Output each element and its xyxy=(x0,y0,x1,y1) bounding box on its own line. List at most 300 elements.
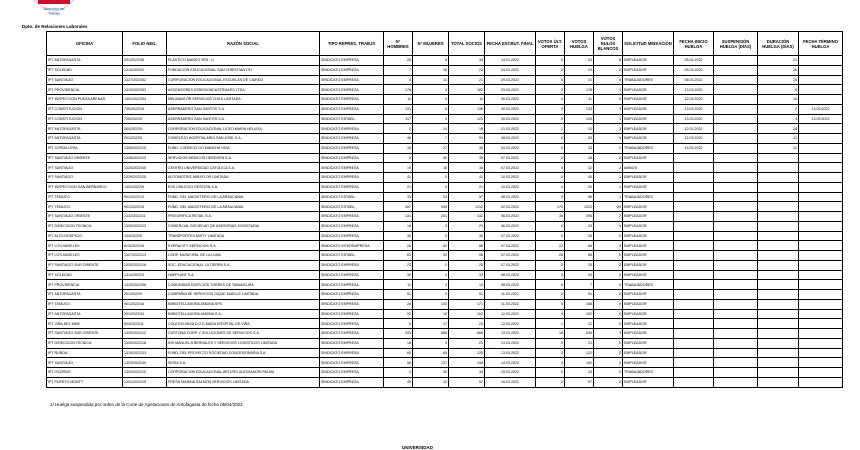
table-cell: IPT ALTO HOSPICIO xyxy=(47,231,123,241)
table-cell: 901/2022/16 xyxy=(123,299,167,309)
table-cell xyxy=(758,348,799,358)
table-cell: IPT SOLEDAD xyxy=(47,65,123,75)
table-cell: 08.03.2022 xyxy=(485,270,536,280)
table-cell: 14 xyxy=(758,95,799,105)
table-row xyxy=(47,153,843,163)
table-cell xyxy=(758,212,799,222)
table-cell: 201/2022/5 xyxy=(123,134,167,144)
table-row xyxy=(47,75,843,85)
table-cell: CORP. MUNICIPAL DE LA LUNA xyxy=(167,251,320,261)
table-cell: EMPLEADOR xyxy=(623,231,674,241)
column-header: FOLIO NEG. xyxy=(123,32,167,56)
table-cell xyxy=(674,270,714,280)
table-cell xyxy=(758,260,799,270)
table-cell: 0 xyxy=(594,75,623,85)
logo-graphic xyxy=(30,0,78,18)
table-cell: 34 xyxy=(449,56,485,66)
table-cell xyxy=(758,299,799,309)
table-cell: 30 xyxy=(384,270,413,280)
table-cell: 33 xyxy=(565,143,594,153)
table-cell: HAPPLANT S.A. xyxy=(167,270,320,280)
table-cell: 0 xyxy=(536,104,565,114)
table-cell: IPT CONSTITUCION xyxy=(47,114,123,124)
table-cell xyxy=(674,290,714,300)
table-cell xyxy=(799,348,843,358)
table-cell: 40 xyxy=(565,173,594,183)
table-cell: 0 xyxy=(594,231,623,241)
table-cell: 7 xyxy=(565,280,594,290)
table-cell xyxy=(758,231,799,241)
table-cell: 0 xyxy=(594,270,623,280)
table-cell xyxy=(758,280,799,290)
table-cell: 1327/2022/13 xyxy=(123,251,167,261)
table-cell: SINDICATO ESTABL. xyxy=(320,114,384,124)
table-cell: 3 xyxy=(594,104,623,114)
table-row xyxy=(47,143,843,153)
table-cell xyxy=(799,192,843,202)
table-cell: 30 xyxy=(413,368,449,378)
table-cell: SINDICATO EMPRESA xyxy=(320,104,384,114)
table-cell: 15.03.2022 xyxy=(485,377,536,387)
table-cell: 13.03.2022 xyxy=(799,114,843,124)
table-cell: 3 xyxy=(594,124,623,134)
table-cell: 267 xyxy=(384,202,413,212)
table-cell xyxy=(799,182,843,192)
table-cell: 1305/2022/15 xyxy=(123,143,167,153)
table-cell xyxy=(714,241,758,251)
column-header: VOTOS NULOS BLANCOS xyxy=(594,32,623,56)
table-cell: 26 xyxy=(384,241,413,251)
table-cell: SINDICATO EMPRESA xyxy=(320,290,384,300)
table-cell: 41 xyxy=(449,173,485,183)
table-row xyxy=(47,134,843,144)
table-row xyxy=(47,270,843,280)
table-cell: 0 xyxy=(413,182,449,192)
table-cell: COMUNIDAD EDIFICIOS TORRES DE TABANCURA xyxy=(167,280,320,290)
table-cell xyxy=(674,329,714,339)
table-cell: ASERRADERO SAN SANTOS S.A. xyxy=(167,104,320,114)
table-cell: 21 xyxy=(565,338,594,348)
table-cell: 24.03.2022 xyxy=(485,65,536,75)
table-cell: 0 xyxy=(594,280,623,290)
table-cell xyxy=(758,338,799,348)
table-cell xyxy=(799,163,843,173)
table-cell: SINDICATO EMPRESA xyxy=(320,95,384,105)
table-cell: 29.03.2022 xyxy=(485,75,536,85)
table-cell: 11 xyxy=(565,95,594,105)
column-header: N° HOMBRES xyxy=(384,32,413,56)
table-cell xyxy=(674,260,714,270)
table-cell: 0 xyxy=(594,377,623,387)
table-cell xyxy=(674,241,714,251)
table-cell: EMPLEADOR xyxy=(623,251,674,261)
table-cell: 10 xyxy=(413,309,449,319)
table-cell: IPT SANTIAGO SUR ORIENTE xyxy=(47,260,123,270)
table-cell: EMPLEADOR xyxy=(623,153,674,163)
table-cell: 104/2022/5 xyxy=(123,231,167,241)
table-cell: 1323/2022/45 xyxy=(123,163,167,173)
table-cell: 21 xyxy=(565,75,594,85)
table-cell: IPT PROVIDENCIA xyxy=(47,85,123,95)
table-cell xyxy=(714,143,758,153)
table-cell: 57 xyxy=(565,377,594,387)
table-cell xyxy=(714,260,758,270)
table-cell: EMPLEADOR xyxy=(623,358,674,368)
table-cell xyxy=(758,173,799,183)
table-cell: 0 xyxy=(536,153,565,163)
table-cell: 1 xyxy=(594,182,623,192)
table-cell: 18 xyxy=(384,338,413,348)
table-cell xyxy=(799,299,843,309)
table-cell: 24 xyxy=(565,56,594,66)
table-cell: COMERCIAL SOCIEDAD DE ASESORIAS SOCIETARIA xyxy=(167,221,320,231)
table-cell: CUSTOMA CORP. Y SOLUCIONES DE SERVICIOS S.A. xyxy=(167,329,320,339)
table-cell: 0 xyxy=(536,290,565,300)
table-cell: IPT SANTIAGO SUR ORIENTE xyxy=(47,329,123,339)
column-header: RAZÓN SOCIAL xyxy=(167,32,320,56)
table-row xyxy=(47,104,843,114)
table-cell: SINDICATO EMPRESA xyxy=(320,299,384,309)
table-row xyxy=(47,163,843,173)
table-cell: EMPLEADOR xyxy=(623,182,674,192)
table-cell xyxy=(674,280,714,290)
table-cell: 30 xyxy=(413,153,449,163)
table-cell xyxy=(799,329,843,339)
table-cell xyxy=(758,377,799,387)
table-cell: SINDICATO EMPRESA xyxy=(320,309,384,319)
table-row xyxy=(47,338,843,348)
table-cell: 53 xyxy=(565,134,594,144)
column-header: VOTOS ÚLT. OFERTA xyxy=(536,32,565,56)
table-cell: 33 xyxy=(449,270,485,280)
table-cell: 1333/2022/16 xyxy=(123,260,167,270)
table-cell: 0 xyxy=(536,231,565,241)
table-cell xyxy=(714,124,758,134)
table-row xyxy=(47,65,843,75)
table-cell: 21 xyxy=(384,182,413,192)
table-cell xyxy=(674,163,714,173)
table-cell: ESS CHILECIO GESTION S.A. xyxy=(167,182,320,192)
table-row xyxy=(47,299,843,309)
table-cell: 0 xyxy=(536,270,565,280)
table-cell: 34 xyxy=(565,368,594,378)
table-cell xyxy=(758,241,799,251)
table-cell: PLASTICO MANCO SPA - U xyxy=(167,56,320,66)
table-cell: EMPLEADOR xyxy=(623,241,674,251)
table-cell xyxy=(799,231,843,241)
table-cell: TRABAJADORES xyxy=(623,368,674,378)
table-cell xyxy=(714,270,758,280)
table-cell: 0 xyxy=(536,182,565,192)
table-cell: 0 xyxy=(536,192,565,202)
table-cell: 28 xyxy=(536,251,565,261)
table-cell: 25 xyxy=(449,260,485,270)
table-cell xyxy=(674,182,714,192)
table-cell: 0 xyxy=(536,368,565,378)
table-cell xyxy=(714,104,758,114)
table-cell: 23 xyxy=(384,260,413,270)
table-cell: 1 xyxy=(594,114,623,124)
table-cell: 16 xyxy=(413,65,449,75)
table-cell xyxy=(674,173,714,183)
table-cell: 3 xyxy=(594,329,623,339)
table-cell xyxy=(758,329,799,339)
table-header-row xyxy=(47,32,843,56)
table-cell: 0 xyxy=(594,299,623,309)
table-cell: 705/2022/9 xyxy=(123,114,167,124)
table-cell: 21 xyxy=(449,75,485,85)
table-cell xyxy=(799,241,843,251)
table-cell: EMPLEADOR xyxy=(623,202,674,212)
table-cell: COMPAÑIA DE SERVICIOS DIQUE MUELLE LIMITADA xyxy=(167,290,320,300)
table-cell: 05.03.2022 xyxy=(674,65,714,75)
table-cell: EMPLEADOR xyxy=(623,309,674,319)
table-cell xyxy=(714,368,758,378)
table-cell: 133 xyxy=(565,104,594,114)
table-cell: FRESH MARINA SALMON SERVICIOS LIMITADA xyxy=(167,377,320,387)
table-cell: 15.03.2022 xyxy=(674,143,714,153)
table-cell xyxy=(758,251,799,261)
table-cell: 12 xyxy=(565,124,594,134)
table-cell: 23 xyxy=(449,65,485,75)
table-cell: 25 xyxy=(565,260,594,270)
table-cell: 11 xyxy=(384,95,413,105)
table-cell: EMPLEADOR xyxy=(623,124,674,134)
table-cell: 0 xyxy=(536,143,565,153)
table-cell: EMPLEADOR xyxy=(623,85,674,95)
table-cell: 4 xyxy=(384,75,413,85)
department-label: Dpto. de Relaciones Laborales xyxy=(22,24,88,29)
table-cell: 17 xyxy=(413,319,449,329)
table-cell xyxy=(714,309,758,319)
table-cell: 1313/2022/53 xyxy=(123,85,167,95)
table-cell xyxy=(714,319,758,329)
table-cell: 18 xyxy=(384,221,413,231)
table-cell xyxy=(714,192,758,202)
column-header: SUSPENSIÓN HUELGA (DÍAS) xyxy=(714,32,758,56)
table-cell: SINDICATO EMPRESA xyxy=(320,329,384,339)
table-cell xyxy=(674,338,714,348)
table-cell xyxy=(714,358,758,368)
table-cell: IPT ANTOFAGASTA xyxy=(47,56,123,66)
table-cell: 195 xyxy=(449,358,485,368)
table-cell xyxy=(758,270,799,280)
table-cell: 0 xyxy=(594,338,623,348)
table-cell: 0 xyxy=(536,134,565,144)
column-header: N° MUJERES xyxy=(413,32,449,56)
table-cell xyxy=(799,75,843,85)
table-cell: 0 xyxy=(413,173,449,183)
table-cell xyxy=(714,114,758,124)
table-cell xyxy=(714,202,758,212)
table-cell: 60 xyxy=(384,348,413,358)
table-cell: CORPORACION EDUCACIONAL ESCUELAS DE CIARDO xyxy=(167,75,320,85)
table-cell: 51 xyxy=(565,290,594,300)
table-cell: 102 xyxy=(565,309,594,319)
table-cell: 1 xyxy=(594,173,623,183)
table-cell: 0 xyxy=(594,348,623,358)
table-cell xyxy=(799,309,843,319)
table-cell: SINDICATO INTEREMPRESA xyxy=(320,241,384,251)
table-cell: CORPORACION EDUCACIONAL LICEO MARIA HELUGA xyxy=(167,124,320,134)
table-cell: SOC. EDUCACIONAL LA TIERRA S.A. xyxy=(167,260,320,270)
table-cell: 304/2022/5 xyxy=(123,124,167,134)
table-cell xyxy=(674,299,714,309)
table-cell xyxy=(714,212,758,222)
table-cell: 0 xyxy=(536,65,565,75)
table-cell: 21 xyxy=(758,56,799,66)
table-cell: 07.03.2022 xyxy=(485,153,536,163)
table-cell xyxy=(714,221,758,231)
table-cell: SINDICATO EMPRESA xyxy=(320,124,384,134)
table-cell: IPT SANTIAGO xyxy=(47,173,123,183)
table-cell: 504/2022/11 xyxy=(123,319,167,329)
table-cell: 10.03.2022 xyxy=(485,173,536,183)
table-cell: 66 xyxy=(565,241,594,251)
table-cell: 96 xyxy=(449,251,485,261)
table-cell: 08.03.2022 xyxy=(485,280,536,290)
table-cell xyxy=(799,280,843,290)
table-cell xyxy=(758,290,799,300)
table-cell: 1329/2022/25 xyxy=(123,173,167,183)
table-cell: 35 xyxy=(449,163,485,173)
table-cell: 08.03.2022 xyxy=(485,192,536,202)
table-cell: 0 xyxy=(536,163,565,173)
table-cell: EMPLEADOR xyxy=(623,65,674,75)
table-cell xyxy=(799,338,843,348)
table-cell: 666 xyxy=(449,329,485,339)
table-cell: 178 xyxy=(565,85,594,95)
table-cell: 92 xyxy=(384,309,413,319)
table-cell: 0 xyxy=(594,153,623,163)
table-cell xyxy=(758,368,799,378)
table-cell: 07.03.2022 xyxy=(485,251,536,261)
table-cell: IPT INSPECCION PUNTA ARENAS xyxy=(47,95,123,105)
table-cell xyxy=(714,338,758,348)
table-cell xyxy=(714,280,758,290)
table-cell xyxy=(674,221,714,231)
table-cell xyxy=(674,377,714,387)
table-cell: 35 xyxy=(384,231,413,241)
table-cell: 1314/2022/2 xyxy=(123,65,167,75)
table-cell xyxy=(799,358,843,368)
table-row xyxy=(47,173,843,183)
table-cell: 15.03.2022 xyxy=(485,368,536,378)
table-cell: 12.03.2022 xyxy=(485,319,536,329)
table-cell: 122 xyxy=(565,348,594,358)
table-cell: 0 xyxy=(536,95,565,105)
column-header: TIPO REPRES. TRABJS xyxy=(320,32,384,56)
table-cell xyxy=(714,173,758,183)
table-cell: SINDICATO ESTABL. xyxy=(320,251,384,261)
table-cell: 12.03.2022 xyxy=(674,134,714,144)
table-cell: 136 xyxy=(449,104,485,114)
table-cell: 07.03.2022 xyxy=(485,260,536,270)
table-cell: EMPLEADOR xyxy=(623,221,674,231)
table-cell xyxy=(799,260,843,270)
table-cell: 6 xyxy=(758,85,799,95)
table-cell xyxy=(674,368,714,378)
table-cell: 0 xyxy=(594,65,623,75)
table-cell: CORPORACION EDUCACIONAL ARTURO ALESSANDRI PALMA xyxy=(167,368,320,378)
table-cell: 18 xyxy=(536,329,565,339)
table-cell: IPT LOS ANGELES xyxy=(47,251,123,261)
table-cell xyxy=(799,212,843,222)
table-cell xyxy=(758,309,799,319)
table-cell: 11 xyxy=(384,280,413,290)
table-cell: 1 xyxy=(594,192,623,202)
table-cell: IPT OSORNO xyxy=(47,368,123,378)
table-cell: SINDICATO EMPRESA xyxy=(320,212,384,222)
table-cell xyxy=(714,153,758,163)
table-cell: 41 xyxy=(384,173,413,183)
table-cell: 11.03.2022 xyxy=(485,299,536,309)
table-cell: ASERRADERO SAN SANTOS S.A. xyxy=(167,114,320,124)
table-cell xyxy=(714,299,758,309)
table-cell: 4 xyxy=(413,114,449,124)
table-cell: 432 xyxy=(449,212,485,222)
table-row xyxy=(47,280,843,290)
table-row xyxy=(47,377,843,387)
table-cell: 21 xyxy=(449,338,485,348)
table-cell: 8 xyxy=(594,56,623,66)
table-cell: 1330/2022/18 xyxy=(123,338,167,348)
table-cell xyxy=(799,221,843,231)
table-cell: 166 xyxy=(565,299,594,309)
table-cell: 18 xyxy=(758,124,799,134)
table-cell: 07.03.2022 xyxy=(485,163,536,173)
table-cell: IPT TEMUCO xyxy=(47,192,123,202)
table-cell: 0 xyxy=(536,56,565,66)
table-row xyxy=(47,202,843,212)
table-cell: 645 xyxy=(565,329,594,339)
table-cell: 1301/2022/54 xyxy=(123,95,167,105)
table-cell: 10.03.2022 xyxy=(485,182,536,192)
table-cell: 11 xyxy=(449,95,485,105)
table-cell: 57 xyxy=(449,192,485,202)
table-cell: SINDICATO EMPRESA xyxy=(320,143,384,153)
table-cell: IPT SANTIAGO ORIENTE xyxy=(47,153,123,163)
table-cell: 4 xyxy=(758,114,799,124)
table-cell: 07.03.2022 xyxy=(485,241,536,251)
table-cell: SINDICATO EMPRESA xyxy=(320,338,384,348)
table-cell: 23 xyxy=(565,65,594,75)
column-header: SOLICITUD MEDIACIÓN xyxy=(623,32,674,56)
table-cell: 131 xyxy=(384,212,413,222)
table-cell: 07.03.2022 xyxy=(485,231,536,241)
table-cell: SINDICATO EMPRESA xyxy=(320,134,384,144)
table-cell: SINDICATO ESTABL. xyxy=(320,202,384,212)
column-header: TOTAL SOCIOS xyxy=(449,32,485,56)
table-cell: SINDICATO EMPRESA xyxy=(320,348,384,358)
table-cell: 33 xyxy=(565,270,594,280)
table-row xyxy=(47,182,843,192)
table-cell: 192 xyxy=(565,358,594,368)
table-cell xyxy=(758,358,799,368)
table-cell: 53 xyxy=(449,134,485,144)
table-cell: 22 xyxy=(565,319,594,329)
table-cell: 1327/2022/52 xyxy=(123,75,167,85)
table-cell: SINDICATO EMPRESA xyxy=(320,75,384,85)
table-cell: 26 xyxy=(384,56,413,66)
table-cell: SINDICATO EMPRESA xyxy=(320,260,384,270)
table-cell xyxy=(714,65,758,75)
table-cell xyxy=(799,143,843,153)
table-cell: 4 xyxy=(384,368,413,378)
table-cell: 143 xyxy=(413,299,449,309)
table-cell xyxy=(674,251,714,261)
table-row xyxy=(47,231,843,241)
